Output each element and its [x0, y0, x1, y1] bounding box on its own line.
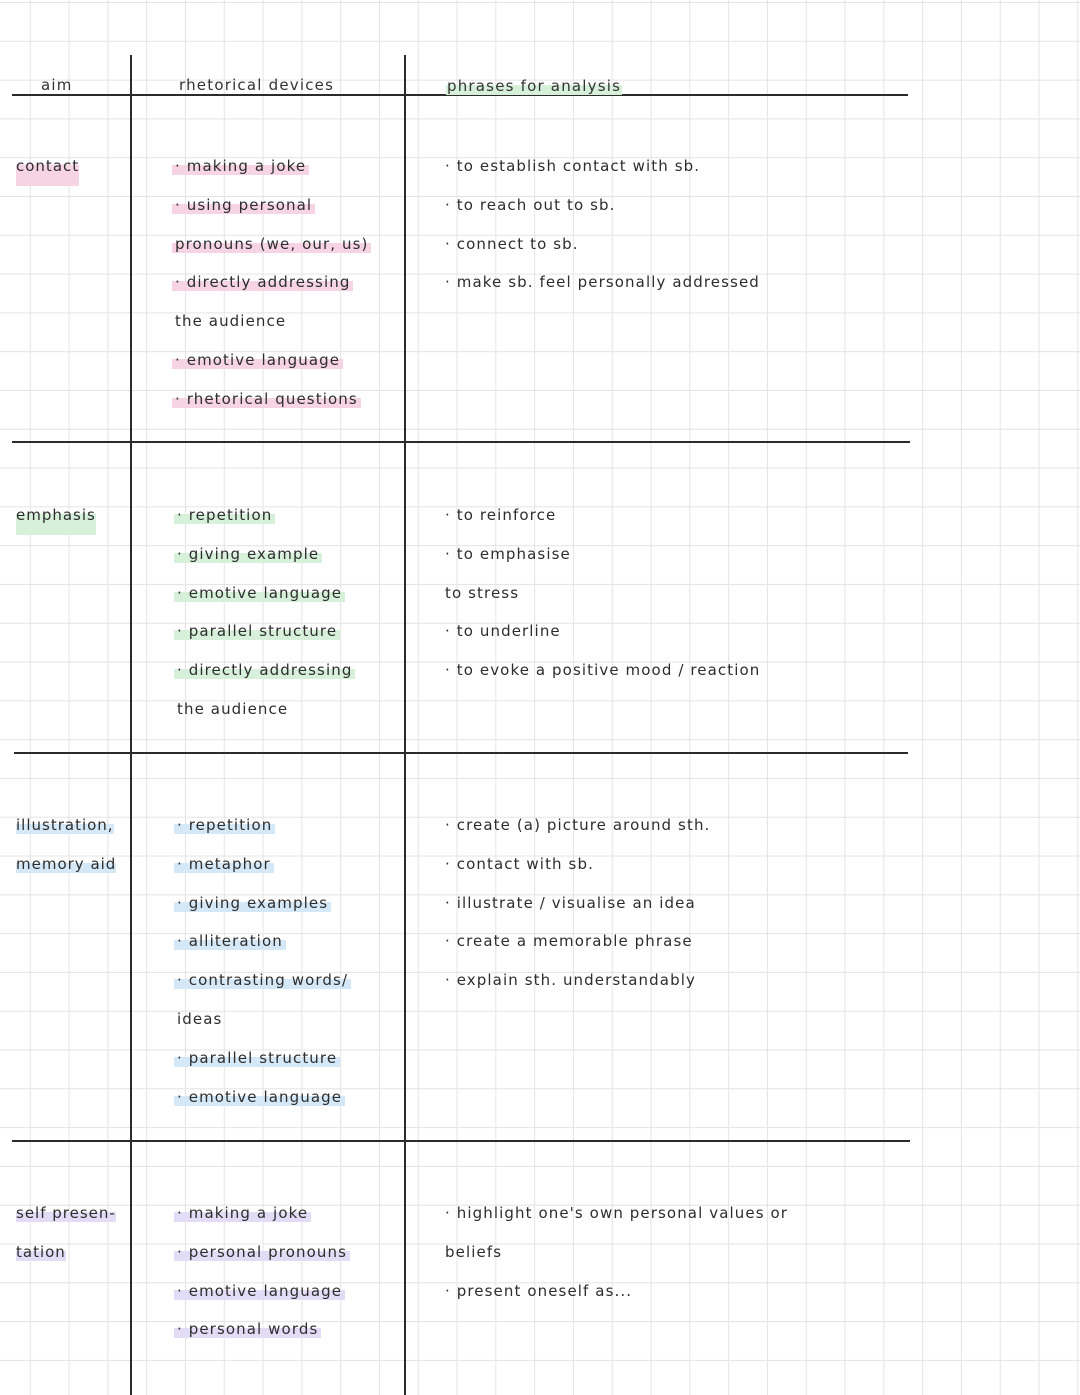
list-item: · emotive language	[174, 574, 355, 613]
devices-list	[174, 1194, 350, 1349]
row-aim	[16, 1194, 116, 1272]
header-phrases-for-analysis: phrases for analysis	[447, 77, 622, 95]
list-item: the audience	[177, 699, 289, 718]
list-item: the audience	[175, 312, 287, 331]
list-item: · personal pronouns	[174, 1233, 350, 1272]
list-item: · to evoke a positive mood / reaction	[445, 661, 761, 680]
list-item: · giving example	[174, 535, 355, 574]
aim-label: illustration,	[16, 816, 114, 834]
aim-label: tation	[16, 1243, 66, 1261]
list-item: · explain sth. understandably	[445, 971, 696, 990]
aim-label: memory aid	[16, 855, 117, 873]
list-item: ideas	[177, 1009, 223, 1028]
list-item: · to reinforce	[445, 506, 557, 524]
row-divider-1	[12, 441, 910, 443]
list-item: · illustrate / visualise an idea	[445, 893, 696, 912]
list-item: · contrasting words/	[174, 961, 351, 1000]
row-aim	[16, 496, 96, 535]
list-item: · to emphasise	[445, 544, 571, 563]
list-item: · emotive language	[174, 1078, 351, 1117]
list-item: · alliteration	[174, 922, 351, 961]
devices-list	[174, 806, 351, 1116]
list-item: beliefs	[445, 1242, 503, 1261]
aim-label: contact	[16, 147, 79, 186]
list-item: · to establish contact with sb.	[445, 157, 701, 175]
row-aim	[16, 147, 79, 186]
list-item: · contact with sb.	[445, 854, 594, 873]
phrases-list	[442, 496, 763, 690]
aim-label: self presen-	[16, 1204, 116, 1222]
list-item: · emotive language	[174, 1272, 350, 1311]
list-item: · making a joke	[172, 147, 371, 186]
list-item: · giving examples	[174, 884, 351, 923]
list-item: · parallel structure	[174, 1039, 351, 1078]
list-item: · making a joke	[174, 1194, 350, 1233]
list-item: · repetition	[174, 806, 351, 845]
header-aim: aim	[41, 76, 73, 94]
list-item: · directly addressing	[172, 263, 371, 302]
devices-list	[172, 147, 371, 419]
phrases-list	[442, 147, 763, 302]
list-item: · present oneself as...	[445, 1281, 633, 1300]
list-item: · directly addressing	[174, 651, 355, 690]
list-item: · create a memorable phrase	[445, 932, 693, 951]
list-item: · to underline	[445, 622, 561, 641]
list-item: to stress	[445, 583, 520, 602]
list-item: · connect to sb.	[445, 234, 579, 253]
aim-label: emphasis	[16, 496, 96, 535]
list-item: · emotive language	[172, 341, 371, 380]
devices-list	[174, 496, 355, 729]
list-item: · highlight one's own personal values or	[445, 1204, 789, 1222]
column-divider-1	[130, 55, 132, 1395]
list-item: · create (a) picture around sth.	[445, 816, 711, 834]
phrases-list	[442, 1194, 791, 1310]
list-item: · using personal	[172, 186, 371, 225]
list-item: · repetition	[174, 496, 355, 535]
list-item: · make sb. feel personally addressed	[445, 273, 760, 292]
row-aim	[16, 806, 116, 884]
list-item: · personal words	[174, 1310, 350, 1349]
header-rhetorical-devices: rhetorical devices	[179, 76, 335, 94]
list-item: · parallel structure	[174, 612, 355, 651]
column-divider-2	[404, 55, 406, 1395]
row-divider-2	[14, 752, 908, 754]
list-item: · rhetorical questions	[172, 380, 371, 419]
list-item: · to reach out to sb.	[445, 195, 616, 214]
phrases-list	[442, 806, 713, 1000]
list-item: pronouns (we, our, us)	[172, 225, 371, 264]
list-item: · metaphor	[174, 845, 351, 884]
row-divider-3	[12, 1140, 910, 1142]
